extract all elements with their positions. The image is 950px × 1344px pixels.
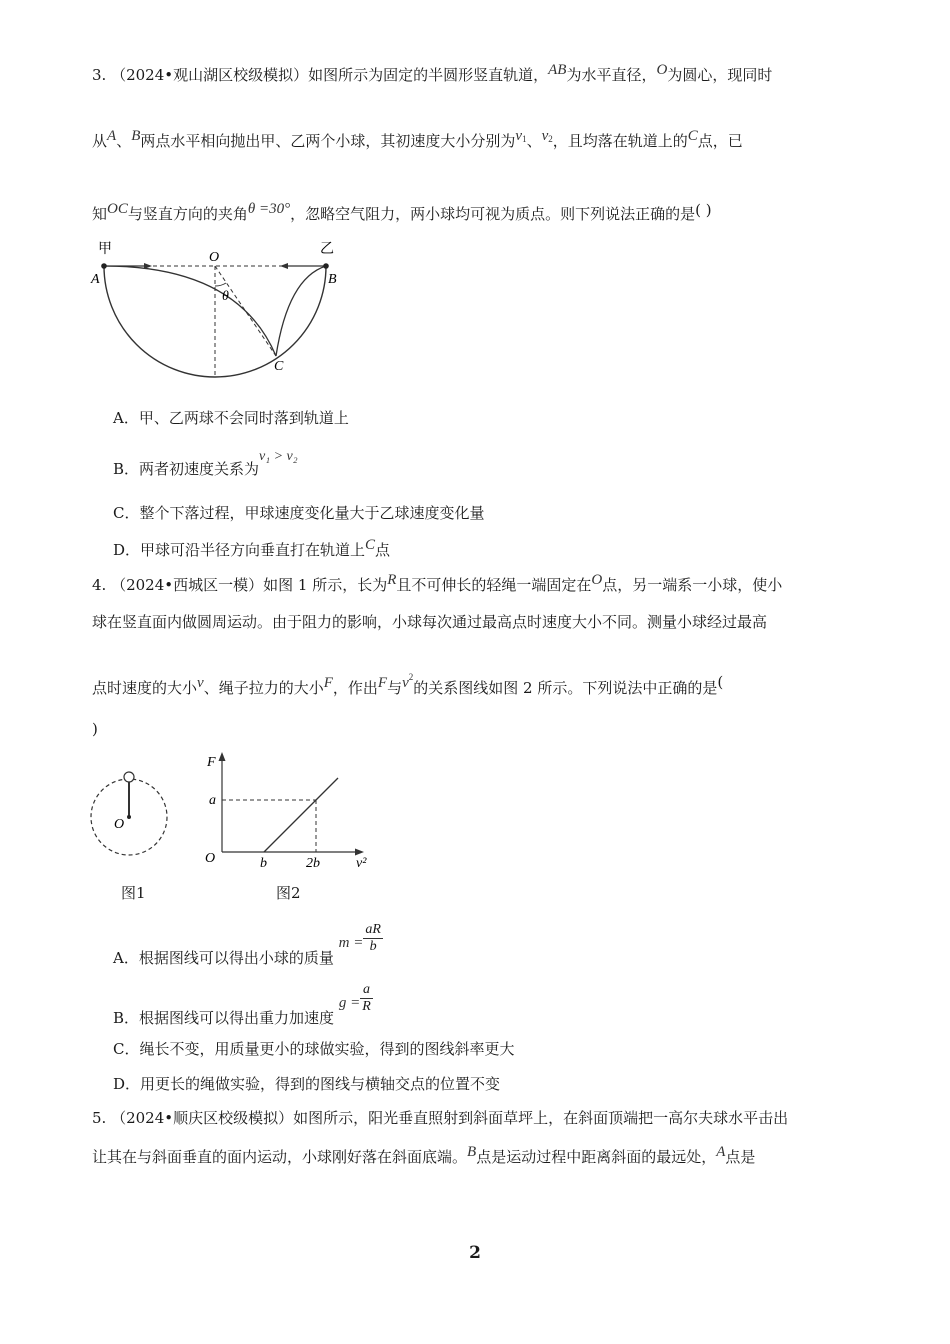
- math-AB: AB: [548, 62, 567, 78]
- q4-text: 如图 1 所示，长为: [263, 576, 388, 594]
- denominator: R: [362, 999, 371, 1014]
- math-theta-eq: θ =30°: [247, 201, 291, 217]
- q4-option-d: D．用更长的绳做实验，得到的图线与横轴交点的位置不变: [113, 1075, 501, 1093]
- q3-option-d: [113, 539, 390, 560]
- angle-arc: [215, 283, 226, 286]
- math-v1: [515, 128, 526, 144]
- q5-line2: [92, 1146, 755, 1167]
- q5-text: 让其在与斜面垂直的面内运动，小球刚好落在斜面底端。: [92, 1148, 468, 1166]
- math-O: O: [656, 62, 668, 78]
- arrowhead-icon: [280, 263, 288, 269]
- label-O: O: [114, 817, 125, 832]
- math-A: A: [716, 1144, 726, 1160]
- q3-text: 为圆心，现同时: [667, 66, 773, 84]
- numerator: aR: [365, 922, 381, 937]
- q3-option-a: A．甲、乙两球不会同时落到轨道上: [113, 409, 349, 427]
- q3-text: 与竖直方向的夹角: [127, 205, 248, 223]
- fraction-a-over-R: [360, 982, 373, 1015]
- q4-text: 点，另一端系一小球，使小: [602, 576, 783, 594]
- q4-source: （2024•西城区一模）: [111, 576, 264, 594]
- q3-option-c: C．整个下落过程，甲球速度变化量大于乙球速度变化量: [113, 504, 485, 522]
- graph-line: [264, 778, 338, 852]
- q3-source: （2024•观山湖区校级模拟）: [111, 66, 309, 84]
- trajectory-jia: [104, 266, 276, 356]
- q3-text: 两点水平相向抛出甲、乙两个小球，其初速度大小分别为: [140, 132, 516, 150]
- math-v1-gt-v2: v₁ > v₂: [259, 449, 298, 464]
- label-b: b: [260, 856, 267, 871]
- y-axis-arrow-icon: [219, 752, 226, 761]
- q4-line2: 球在竖直面内做圆周运动。由于阻力的影响，小球每次通过最高点时速度大小不同。测量小球经过最高: [92, 613, 768, 631]
- label-theta: θ: [222, 289, 229, 304]
- q3-text: 点，已: [697, 132, 743, 150]
- math-v-squared: [402, 672, 414, 691]
- q3-number: 3.: [92, 66, 107, 84]
- q5-text: 点是: [725, 1148, 756, 1166]
- option-text: 点: [375, 541, 391, 559]
- option-text: A．根据图线可以得出小球的质量: [113, 948, 334, 967]
- label-a: a: [209, 793, 216, 808]
- v2-sub: 2: [548, 134, 553, 144]
- q4-text: 、绳子拉力的大小: [203, 679, 324, 697]
- v1: v: [515, 128, 523, 144]
- ball-yi: [323, 263, 329, 269]
- q4-text: 点时速度的大小: [92, 679, 198, 697]
- label-C: C: [274, 359, 284, 374]
- label-O: O: [209, 250, 220, 265]
- ball-jia: [101, 263, 107, 269]
- math-C: C: [687, 128, 698, 144]
- math-g-eq: g =: [338, 994, 361, 1011]
- q5-number: 5.: [92, 1109, 107, 1127]
- q3-line1: [92, 64, 772, 85]
- q4-option-c: C．绳长不变，用质量更小的球做实验，得到的图线斜率更大: [113, 1040, 515, 1058]
- q4-line3: [92, 672, 724, 698]
- option-text: B．根据图线可以得出重力加速度: [113, 1008, 335, 1027]
- q3-text: 、: [116, 132, 132, 150]
- q4-paren-close: ): [92, 720, 98, 738]
- v2: v: [541, 128, 549, 144]
- q4-figure2-graph: [200, 748, 380, 873]
- math-F: F: [323, 675, 333, 691]
- q3-text: 为水平直径，: [566, 66, 657, 84]
- denominator: b: [369, 939, 377, 954]
- q4-text: 与: [387, 679, 403, 697]
- v: v: [402, 675, 409, 691]
- v1-sub: 1: [522, 134, 527, 144]
- label-B: B: [328, 272, 337, 287]
- q5-line1: [92, 1107, 788, 1128]
- q3-line2: [92, 130, 743, 151]
- math-O: O: [591, 572, 603, 588]
- fig2-caption: 图2: [276, 884, 301, 902]
- q4-option-b: [113, 982, 373, 1027]
- q4-figure1-circle: [86, 766, 176, 866]
- label-yi: 乙: [320, 242, 334, 257]
- math-OC: OC: [107, 201, 128, 217]
- q3-option-b: [113, 449, 298, 479]
- math-R: R: [387, 572, 397, 588]
- q3-line3: [92, 203, 712, 224]
- answer-paren: ( ): [695, 201, 712, 219]
- math-F: F: [377, 675, 388, 691]
- q3-figure-semicircle-track: [88, 238, 358, 388]
- fig1-caption: 图1: [121, 884, 146, 902]
- math-A: A: [107, 128, 117, 144]
- q4-text: ，作出: [332, 679, 378, 697]
- q3-text: 、: [526, 132, 542, 150]
- q5-source: （2024•顺庆区校级模拟）: [111, 1109, 294, 1127]
- math-B: B: [467, 1144, 477, 1160]
- math-C: C: [365, 537, 376, 553]
- answer-paren: (: [717, 673, 724, 691]
- q3-text: ，忽略空气阻力，两小球均可视为质点。则下列说法正确的是: [290, 205, 696, 223]
- x-axis-arrow-icon: [355, 849, 364, 856]
- ball: [124, 772, 134, 782]
- q4-line1: [92, 574, 782, 595]
- arrowhead-icon: [144, 263, 152, 269]
- q5-text: 点是运动过程中距离斜面的最远处，: [476, 1148, 717, 1166]
- q4-number: 4.: [92, 576, 107, 594]
- math-v: v: [197, 675, 204, 691]
- trajectory-yi: [276, 266, 326, 356]
- label-v2: v²: [356, 856, 367, 871]
- label-2b: 2b: [306, 856, 320, 871]
- page-number: 2: [469, 1243, 481, 1263]
- q3-text: 知: [92, 205, 108, 223]
- math-m-eq: m =: [338, 934, 364, 951]
- math-v2: [542, 128, 553, 144]
- q3-text: ，且均落在轨道上的: [552, 132, 688, 150]
- q3-text: 从: [92, 132, 108, 150]
- label-jia: 甲: [98, 242, 112, 257]
- numerator: a: [360, 982, 373, 999]
- math-B: B: [131, 128, 141, 144]
- label-A: A: [91, 272, 100, 287]
- label-F: F: [207, 755, 216, 770]
- option-text: B．两者初速度关系为: [113, 460, 260, 478]
- q4-option-a: [113, 922, 383, 967]
- label-O: O: [205, 851, 216, 866]
- q3-text: 如图所示为固定的半圆形竖直轨道，: [308, 66, 549, 84]
- sup-2: 2: [408, 672, 414, 682]
- pivot-O: [127, 815, 131, 819]
- option-text: D．甲球可沿半径方向垂直打在轨道上: [113, 541, 366, 559]
- fraction-aR-over-b: [363, 922, 383, 955]
- q4-text: 且不可伸长的轻绳一端固定在: [396, 576, 592, 594]
- q5-text: 如图所示，阳光垂直照射到斜面草坪上，在斜面顶端把一高尔夫球水平击出: [293, 1109, 789, 1127]
- q4-text: 的关系图线如图 2 所示。下列说法中正确的是: [413, 679, 718, 697]
